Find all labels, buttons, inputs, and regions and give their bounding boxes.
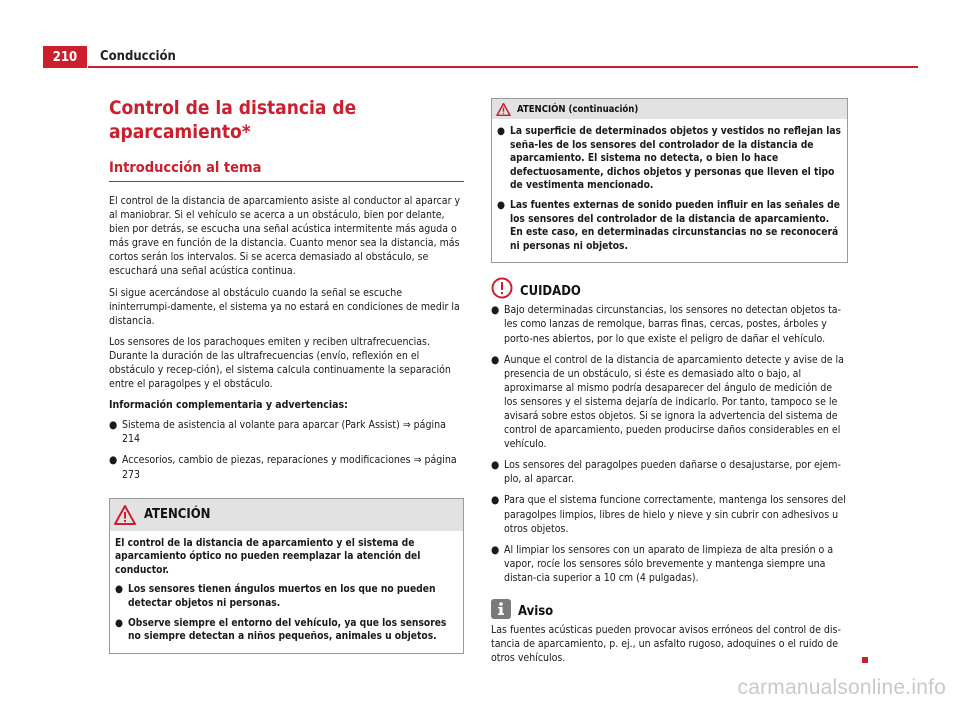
bullet-icon: ● [491, 494, 500, 507]
header-rule [88, 66, 918, 68]
bullet-icon: ● [115, 584, 123, 596]
caution-item [491, 543, 848, 585]
body-paragraph: Los sensores de los parachoques emiten y reciben ultrafrecuencias. Durante la duración de las ultrafrecuencias (envío, reflexión en el obstáculo y recep-ción), el sistema calcula continuamente la separación entre el paragolpes y el obstáculo. [109, 335, 451, 391]
right-column [491, 98, 848, 672]
warning-item [115, 583, 457, 610]
caution-item [491, 303, 848, 345]
bullet-icon: ● [109, 419, 118, 432]
note-text [491, 623, 848, 665]
bullet-icon: ● [497, 126, 505, 137]
warning-continued-box [491, 98, 848, 263]
section-title: Control de la distancia de aparcamiento* [109, 97, 357, 143]
warning-item-text: La superficie de determinados objetos y vestidos no reflejan las seña-les de los sensores del controlador de la distancia de aparcamiento. El sistema no detecta, o bien lo hace defectuosamente, dichos objetos y personas que lleven el tipo de vestimenta mencionado. [510, 126, 841, 192]
warning-item-text: Los sensores tienen ángulos muertos en los que no pueden detectar objetos ni personas. [128, 584, 436, 609]
caution-item-text: Aunque el control de la distancia de aparcamiento detecte y avise de la presencia de un obstáculo, si éste es demasiado alto o bajo, al aproximarse al mismo podría desaparecer del ángulo de medición de los sensores y el sistema dejaría de indicarlo. Por tanto, tampoco se le avisará sobre estos objetos. Si se ignora la advertencia del sistema de control de aparcamiento, pueden producirse daños considerables en el vehículo. [504, 353, 844, 451]
caution-item [491, 353, 848, 452]
warning-continued-header [492, 99, 847, 119]
watermark: carmanualsonline.info [737, 676, 946, 699]
info-item-text: Accesorios, cambio de piezas, reparaciones y modificaciones ⇒ página 273 [122, 454, 457, 481]
caution-header [491, 277, 848, 299]
info-item-park-assist[interactable] [109, 418, 464, 446]
warning-triangle-icon [496, 103, 511, 116]
warning-continued-title: ATENCIÓN (continuación) [517, 103, 639, 115]
note-header [491, 599, 848, 619]
info-heading: Información complementaria y advertencias: [109, 399, 348, 412]
caution-item-text: Para que el sistema funcione correctamente, mantenga los sensores del paragolpes limpios, libres de hielo y nieve y sin cubrir con adhesivos u otros objetos. [504, 494, 846, 535]
bullet-icon: ● [109, 454, 118, 467]
warning-item-text: Observe siempre el entorno del vehículo, ya que los sensores no siempre detectan a niños pequeños, animales u objetos. [128, 617, 447, 643]
page-number: 210 [43, 46, 87, 68]
caution-exclamation-icon [491, 277, 513, 299]
warning-box [109, 498, 464, 654]
warning-title: ATENCIÓN [144, 507, 211, 523]
bullet-icon: ● [491, 543, 500, 556]
section-subtitle: Introducción al tema [109, 158, 464, 182]
bullet-icon: ● [491, 459, 500, 472]
left-column [109, 96, 464, 654]
warning-body [110, 531, 463, 653]
caution-item-text: Al limpiar los sensores con un aparato de limpieza de alta presión o a vapor, rocíe los sensores sólo brevemente y mantenga siempre una distan-cia superior a 10 cm (4 pulgadas). [504, 543, 834, 584]
warning-item [497, 199, 841, 253]
intro-paragraph: El control de la distancia de aparcamiento asiste al conductor al aparcar y al maniobrar. Si el vehículo se acerca a un obstáculo, bien por delante, bien por detrás, se escucha una señal acústica intermitente más aguda o más grave en función de la distancia. Cuanto menor sea la distancia, más cortos serán los intervalos. Si se acerca demasiado al obstáculo, se escuchará una señal acústica continua. [109, 195, 461, 278]
bullet-icon: ● [491, 353, 500, 366]
bullet-icon: ● [491, 304, 500, 317]
caution-item [491, 493, 848, 535]
caution-item [491, 458, 848, 486]
body-paragraph: Si sigue acercándose al obstáculo cuando la señal se escuche ininterrumpi-damente, el sistema ya no estará en condiciones de medir la distancia. [109, 286, 460, 327]
bullet-icon: ● [115, 617, 123, 629]
info-icon [491, 599, 511, 619]
warning-triangle-icon [114, 505, 136, 525]
warning-continued-body [492, 119, 847, 262]
warning-header [110, 499, 463, 531]
section-end-marker [862, 657, 868, 663]
bullet-icon: ● [497, 199, 505, 211]
running-title: Conducción [100, 49, 176, 64]
note-title: Aviso [518, 604, 554, 620]
note-text-content: Las fuentes acústicas pueden provocar avisos erróneos del control de dis-tancia de aparcamiento, p. ej., un asfalto rugoso, adoquines o el ruido de otros vehículos. [491, 624, 841, 665]
warning-item [115, 617, 457, 644]
caution-item-text: Bajo determinadas circunstancias, los sensores no detectan objetos ta-les como lanzas de remolque, barras finas, cercas, postes, árboles y porto-nes abiertos, por lo que existe el peligro de dañar el vehículo. [504, 304, 841, 345]
warning-item-text: Las fuentes externas de sonido pueden influir en las señales de los sensores del controlador de la distancia de aparcamiento. En este caso, en determinadas circunstancias no se reconocerá ni personas ni objetos. [510, 199, 840, 252]
warning-item [497, 125, 841, 193]
caution-title: CUIDADO [520, 284, 581, 300]
info-item-accessories[interactable] [109, 453, 464, 481]
caution-item-text: Los sensores del paragolpes pueden dañarse o desajustarse, por ejem-plo, al aparcar. [504, 459, 841, 486]
warning-intro: El control de la distancia de aparcamiento y el sistema de aparcamiento óptico no pueden reemplazar la atención del conductor. [115, 537, 421, 576]
info-item-text: Sistema de asistencia al volante para aparcar (Park Assist) ⇒ página 214 [122, 419, 446, 446]
